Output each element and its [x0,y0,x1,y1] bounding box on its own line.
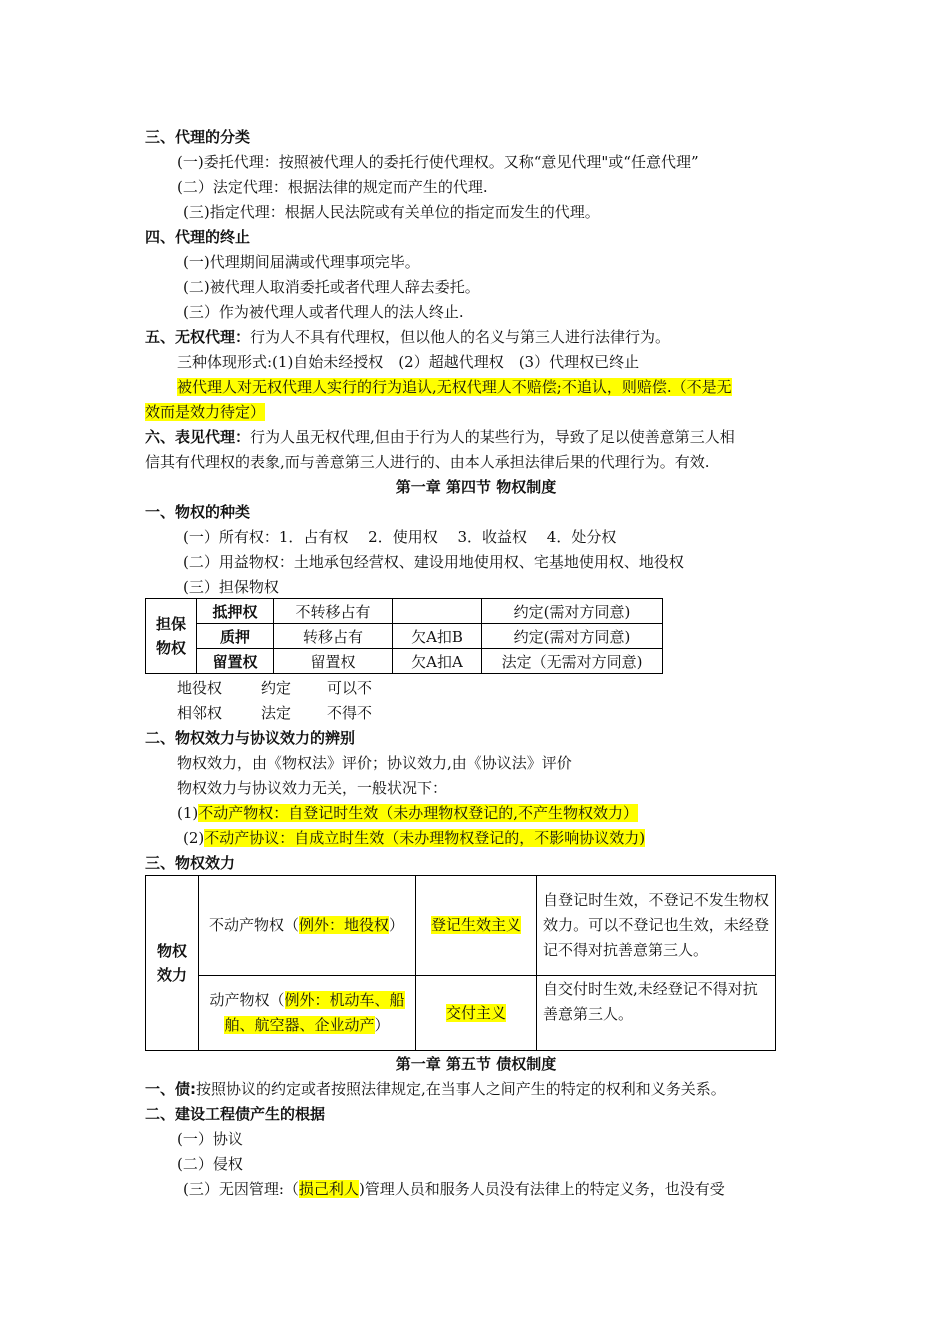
table-cell: 欠A扣A [393,649,482,674]
table-cell: 抵押权 [197,599,274,624]
list-item: (三)指定代理：根据人民法院或有关单位的指定而发生的代理。 [183,203,600,221]
table-head-cell: 物权效力 [146,876,199,1051]
list-item: (1)不动产物权：自登记时生效（未办理物权登记的,不产生物权效力） [177,804,639,822]
paragraph [145,1077,726,1101]
definition-text: 行为人虽无权代理,但由于行为人的某些行为，导致了足以使善意第三人相 [250,428,735,446]
section-heading: 三、物权效力 [145,854,236,872]
table-cell: 留置权 [274,649,393,674]
table-cell: 法定（无需对方同意) [482,649,663,674]
security-rights-table [145,598,663,674]
table-cell: 动产物权（例外：机动车、船舶、航空器、企业动产） [199,976,416,1051]
table-cell: 质押 [197,624,274,649]
paragraph: 物权效力与协议效力无关，一般状况下： [177,779,448,797]
list-item: (三）担保物权 [183,578,279,596]
section-heading: 二、物权效力与协议效力的辨别 [145,729,356,747]
chapter-title: 第一章 第四节 物权制度 [395,478,557,496]
list-item: (一)代理期间届满或代理事项完毕。 [183,253,420,271]
table-cell: 不转移占有 [274,599,393,624]
list-item: (二）侵权 [177,1155,243,1173]
table-cell: 约定(需对方同意) [482,599,663,624]
comparison-row: 地役权 约定 可以不 [177,679,373,697]
definition-text: 行为人不具有代理权，但以他人的名义与第三人进行法律行为。 [250,328,671,346]
list-item: (二）法定代理：根据法律的规定而产生的代理. [177,178,488,196]
table-cell: 自交付时生效,未经登记不得对抗善意第三人。 [537,976,776,1051]
list-item: (一）协议 [177,1130,243,1148]
paragraph [145,425,735,449]
section-heading: 五、无权代理： [145,328,251,346]
section-heading: 一、债: [145,1080,196,1098]
table-cell: 欠A扣B [393,624,482,649]
comparison-row: 相邻权 法定 不得不 [177,704,373,722]
definition-text: 按照协议的约定或者按照法律规定,在当事人之间产生的特定的权利和义务关系。 [196,1080,726,1098]
table-cell: 留置权 [197,649,274,674]
list-item: (二）用益物权：土地承包经营权、建设用地使用权、宅基地使用权、地役权 [183,553,684,571]
table-cell: 不动产物权（例外：地役权） [199,876,416,976]
highlighted-text: 被代理人对无权代理人实行的行为追认,无权代理人不赔偿;不追认，则赔偿.（不是无 [177,378,732,396]
highlighted-text: 效而是效力待定） [145,403,266,421]
table-head-cell: 担保物权 [146,599,197,674]
section-heading: 二、建设工程债产生的根据 [145,1105,326,1123]
list-item: (2)不动产协议：自成立时生效（未办理物权登记的，不影响协议效力) [183,829,646,847]
list-item: (一)委托代理：按照被代理人的委托行使代理权。又称“意见代理"或“任意代理” [177,153,699,171]
paragraph: 物权效力，由《物权法》评价；协议效力,由《协议法》评价 [177,754,572,772]
list-item: (三）作为被代理人或者代理人的法人终止. [183,303,464,321]
property-effect-table [145,875,776,1051]
section-heading: 一、物权的种类 [145,503,251,521]
table-cell: 约定(需对方同意) [482,624,663,649]
table-cell: 交付主义 [416,976,537,1051]
list-item: (一）所有权：1．占有权 2．使用权 3．收益权 4．处分权 [183,528,617,546]
paragraph [145,325,670,349]
table-cell: 自登记时生效，不登记不发生物权效力。可以不登记也生效，未经登记不得对抗善意第三人。 [537,876,776,976]
table-cell: 转移占有 [274,624,393,649]
section-heading: 四、代理的终止 [145,228,251,246]
table-cell [393,599,482,624]
chapter-title: 第一章 第五节 债权制度 [395,1055,557,1073]
table-cell: 登记生效主义 [416,876,537,976]
list-item: 三种体现形式:(1)自始未经授权 (2）超越代理权 (3）代理权已终止 [177,353,640,371]
section-heading: 三、代理的分类 [145,128,251,146]
section-heading: 六、表见代理： [145,428,251,446]
list-item: (三）无因管理:（损己利人)管理人员和服务人员没有法律上的特定义务，也没有受 [183,1180,725,1198]
list-item: (二)被代理人取消委托或者代理人辞去委托。 [183,278,480,296]
paragraph-continued: 信其有代理权的表象,而与善意第三人进行的、由本人承担法律后果的代理行为。有效. [145,453,710,471]
